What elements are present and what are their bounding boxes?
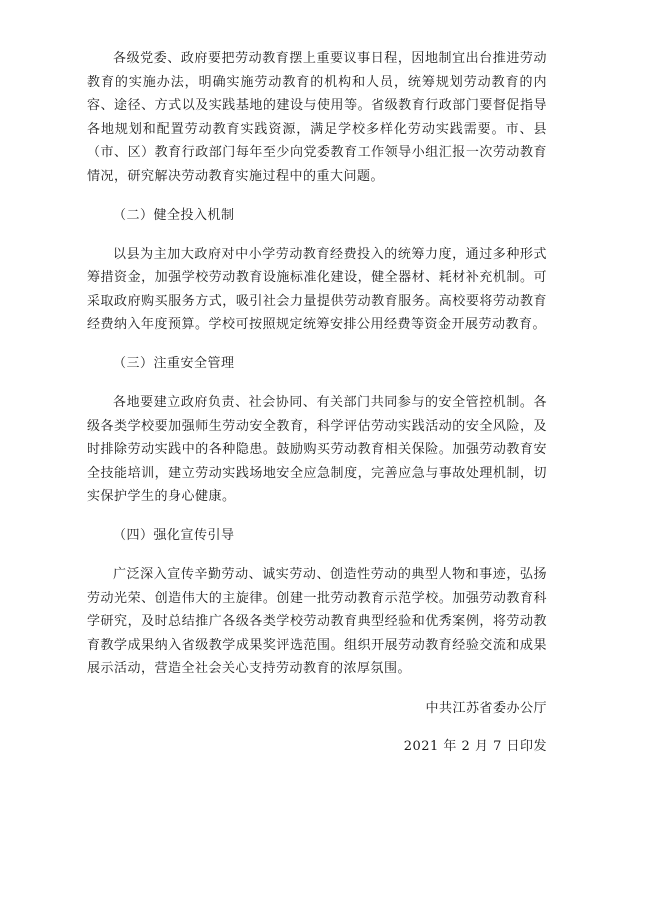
paragraph-investment: 以县为主加大政府对中小学劳动教育经费投入的统筹力度，通过多种形式筹措资金，加强学校劳动教育设施标准化建设，健全器材、耗材补充机制。可采取政府购买服务方式，吸引社会力量提供劳动教育服务。高校要将劳动教育经费纳入年度预算。学校可按照规定统筹安排公用经费等资金开展劳动教育。 <box>87 246 547 333</box>
paragraph-publicity: 广泛深入宣传辛勤劳动、诚实劳动、创造性劳动的典型人物和事迹，弘扬劳动光荣、创造伟大的主旋律。创建一批劳动教育示范学校。加强劳动教育科学研究，及时总结推广各级各类学校劳动教育典型经验和优秀案例，将劳动教育教学成果纳入省级教学成果奖评选范围。组织开展劳动教育经验交流和成果展示活动，营造全社会关心支持劳动教育的浓厚氛围。 <box>87 566 547 677</box>
section-heading-investment: （二）健全投入机制 <box>113 207 235 223</box>
paragraph-safety: 各地要建立政府负责、社会协同、有关部门共同参与的安全管控机制。各级各类学校要加强师生劳动安全教育，科学评估劳动实践活动的安全风险，及时排除劳动实践中的各种隐患。鼓励购买劳动教育相关保险。加强劳动教育安全技能培训，建立劳动实践场地安全应急制度，完善应急与事故处理机制，切实保护学生的身心健康。 <box>87 394 547 505</box>
issue-date: 2021 年 2 月 7 日印发 <box>403 738 547 754</box>
paragraph-party-committee: 各级党委、政府要把劳动教育摆上重要议事日程，因地制宜出台推进劳动教育的实施办法，明确实施劳动教育的机构和人员，统筹规划劳动教育的内容、途径、方式以及实践基地的建设与使用等。省级教育行政部门要督促指导各地规划和配置劳动教育实践资源，满足学校多样化劳动实践需要。市、县（市、区）教育行政部门每年至少向党委教育工作领导小组汇报一次劳动教育情况，研究解决劳动教育实施过程中的重大问题。 <box>87 51 547 184</box>
document-page <box>87 47 547 757</box>
issuer-signature: 中共江苏省委办公厅 <box>425 700 547 716</box>
section-heading-publicity: （四）强化宣传引导 <box>113 527 235 543</box>
section-heading-safety: （三）注重安全管理 <box>113 355 235 371</box>
